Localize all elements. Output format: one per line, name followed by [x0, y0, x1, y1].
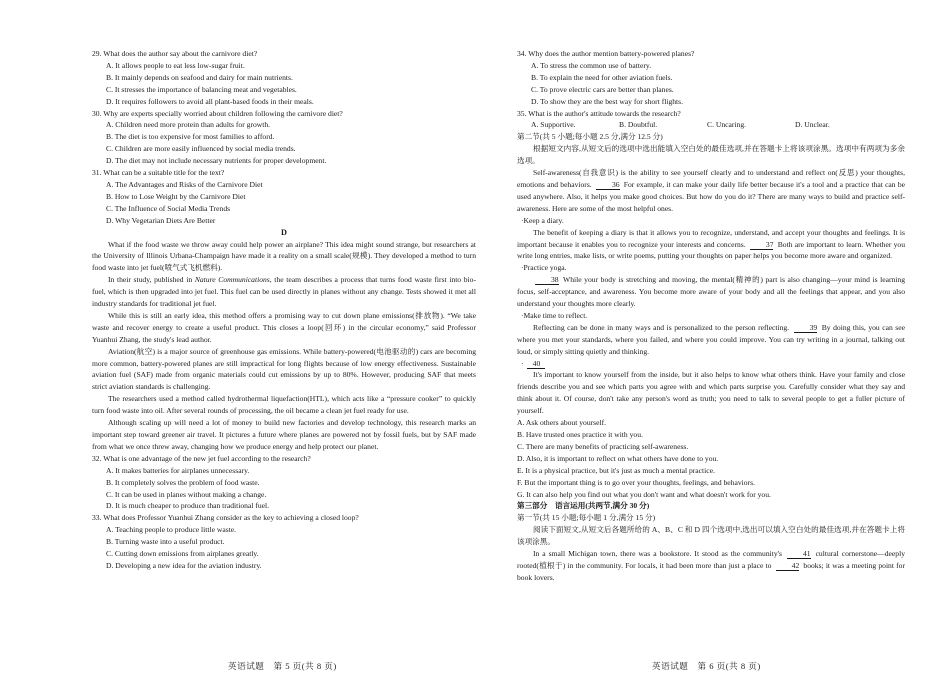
sa-p4-text-a: Reflecting can be done in many ways and is personalized to the person reflecting.: [533, 322, 790, 332]
bullet-dot: ·: [521, 358, 524, 368]
q29-option-c: C. It stresses the importance of balancing meat and vegetables.: [106, 84, 297, 94]
q34-option-c: C. To prove electric cars are better than planes.: [531, 84, 674, 94]
section-2-option-c: C. There are many benefits of practicing self-awareness.: [517, 441, 689, 451]
right-column: [517, 48, 905, 584]
blank-40: 40: [527, 359, 545, 369]
sa-paragraph-1: [517, 167, 905, 215]
cloze-text-c: books; it was a meeting point for book lovers.: [517, 560, 905, 582]
passage-d-paragraph-1: What if the food waste we throw away could help power an airplane? This idea might sound strange, but researchers at the University of Illinois Urbana-Champaign have made it a reality on a small scale(规模). They developed a method to turn food waste into jet fuel(喷气式飞机燃料).: [92, 239, 476, 273]
q34-option-d: D. To show they are the best way for short flights.: [531, 96, 684, 106]
section-2-option-a: A. Ask others about yourself.: [517, 418, 607, 428]
q30-option-b: B. The diet is too expensive for most families to afford.: [106, 132, 275, 142]
sa-p4-text-b: By doing this, you can see where you met your standards, where you failed, and where you could improve. You can try writing in a journal, talking out loud, or simply sitting quietly and thinking.: [517, 322, 905, 356]
q30-option-c: C. Children are more easily influenced by social media trends.: [106, 144, 296, 154]
q35-option-d: D. Unclear.: [795, 120, 830, 130]
sa-paragraph-5: It's important to know yourself from the inside, but it also helps to know what others think. Have your family and close friends describe you and see which parts you agree with and which parts surprise you. Carefully consider what they say and think about it. Of course, don't take any person's word as truth; you need to talk to several people to get a fuller picture of yourself.: [517, 370, 905, 416]
question-29: 29. What does the author say about the carnivore diet?: [92, 49, 258, 58]
section-2-instructions: 根据短文内容,从短文后的选项中选出能填入空白处的最佳选项,并在答题卡上将该项涂黑。选项中有两项为多余选项。: [517, 144, 905, 166]
sa-p3-text: While your body is stretching and moving, the mental(精神的) part is also changing—your mind is learning focus, self-acceptance, and awareness. You become more aware of your body and all the feelings that appear, and you also understand your thoughts more clearly.: [517, 275, 905, 309]
q31-option-d: D. Why Vegetarian Diets Are Better: [106, 215, 216, 225]
q31-option-a: A. The Advantages and Risks of the Carnivore Diet: [106, 179, 263, 189]
sa-paragraph-2: [517, 227, 905, 263]
sa-p2-text-a: The benefit of keeping a diary is that it allows you to recognize, understand, and accept your thoughts and feelings. It is important because it enables you to recognize your interests and concerns.: [517, 227, 905, 249]
blank-37: 37: [750, 240, 774, 250]
q29-option-b: B. It mainly depends on seafood and dairy for main nutrients.: [106, 72, 293, 82]
q33-option-a: A. Teaching people to produce little waste.: [106, 525, 237, 535]
q32-option-b: B. It completely solves the problem of food waste.: [106, 477, 260, 487]
sa-paragraph-4: [517, 322, 905, 358]
passage-d-heading: D: [281, 227, 287, 237]
p2-text-a: In their study, published in: [108, 275, 195, 285]
question-30: 30. Why are experts specially worried about children following the carnivore diet?: [92, 108, 343, 118]
section-2-option-b: B. Have trusted ones practice it with you.: [517, 430, 643, 439]
section-2-option-f: F. But the important thing is to go over your thoughts, feelings, and behaviors.: [517, 477, 755, 487]
part-3-heading: 第三部分 语言运用(共两节,满分 30 分): [517, 501, 650, 511]
q32-option-d: D. It is much cheaper to produce than traditional fuel.: [106, 501, 269, 511]
q34-option-b: B. To explain the need for other aviation fuels.: [531, 72, 673, 82]
passage-d-paragraph-4: Aviation(航空) is a major source of greenhouse gas emissions. While battery-powered(电池驱动的) cars are becoming more common, battery-powered planes are still impractical for long flights because of low energy effectiveness. Sustainable aviation fuel (SAF) made from organic materials could cut emissions by up to 80%. However, producing SAF that meets strict aviation standards is challenging.: [92, 346, 476, 392]
passage-d-paragraph-3: While this is still an early idea, this method offers a promising way to cut down plane emissions(排放物). “We take waste and recover energy to create a useful product. This closes a loop(回环) in the circular economy,” said Professor Yuanhui Zhang, the study's lead author.: [92, 310, 476, 344]
q30-option-d: D. The diet may not include necessary nutrients for proper development.: [106, 156, 327, 166]
page-footer-left: 英语试题 第 5 页(共 8 页): [228, 661, 337, 671]
q31-option-c: C. The Influence of Social Media Trends: [106, 203, 231, 213]
q33-option-c: C. Cutting down emissions from airplanes greatly.: [106, 549, 259, 559]
sa-p1-text-a: Self-awareness(自我意识) is the ability to see yourself clearly and to understand and reflect on(反思) your thoughts, emotions and behaviors.: [517, 168, 905, 189]
heading-keep-diary: ·Keep a diary.: [521, 215, 564, 225]
cloze-text-a: In a small Michigan town, there was a bookstore. It stood as the community's: [533, 549, 782, 559]
cloze-text-b: cultural cornerstone—deeply rooted(植根于) in the community. For locals, it had been more than just a place to: [517, 549, 905, 570]
q32-option-c: C. It can be used in planes without making a change.: [106, 489, 267, 499]
blank-42: 42: [776, 561, 800, 571]
q35-option-a: A. Supportive.: [531, 120, 576, 130]
question-31: 31. What can be a suitable title for the text?: [92, 168, 225, 178]
sa-p2-text-b: Both are important to learn. Whether you write long entries, make lists, or write poems, putting your thoughts on paper helps you become more aware and organized.: [517, 239, 905, 261]
q35-option-c: C. Uncaring.: [707, 120, 747, 130]
q33-option-b: B. Turning waste into a useful product.: [106, 537, 225, 547]
heading-blank-40: [517, 358, 905, 370]
passage-d-paragraph-6: Although scaling up will need a lot of money to build new factories and develop technology, this research marks an important step toward greener air travel. It pictures a future where planes are powered not by fossil fuels, but by SAF made from what we once threw away, changing how we produce energy and help protect our planet.: [92, 418, 476, 451]
question-35: 35. What is the author's attitude towards the research?: [517, 108, 681, 118]
question-32: 32. What is one advantage of the new jet fuel according to the research?: [92, 453, 311, 463]
heading-practice-yoga: ·Practice yoga.: [521, 263, 567, 273]
q35-option-b: B. Doubtful.: [619, 120, 658, 130]
q29-option-a: A. It allows people to eat less low-sugar fruit.: [106, 60, 245, 70]
q35-options: [531, 119, 905, 131]
passage-d-paragraph-5: The researchers used a method called hydrothermal liquefaction(HTL), which acts like a “pressure cooker” to quickly turn food waste into oil. After several rounds of processing, the oil became a clean jet fuel ready for use.: [92, 394, 476, 416]
section-2-option-d: D. Also, it is important to reflect on what others have done to you.: [517, 453, 719, 463]
section-2-heading: 第二节(共 5 小题;每小题 2.5 分,满分 12.5 分): [517, 132, 663, 142]
q31-option-b: B. How to Lose Weight by the Carnivore Diet: [106, 191, 246, 201]
q30-option-a: A. Children need more protein than adults for growth.: [106, 120, 271, 130]
left-column: [92, 48, 476, 572]
blank-39: 39: [794, 323, 818, 333]
section-1-heading: 第一节(共 15 小题;每小题 1 分,满分 15 分): [517, 513, 656, 523]
sa-paragraph-3: [517, 274, 905, 310]
q29-option-d: D. It requires followers to avoid all plant-based foods in their meals.: [106, 96, 314, 106]
page-footer-right: 英语试题 第 6 页(共 8 页): [652, 661, 761, 671]
sa-p1-text-b: For example, it can make your daily life better because it's a tool and a practice that can be used anywhere. Also, it helps you make good choices. But how do you do it? There are many ways to build and practice self-awareness. Here are some of the most helpful ones.: [517, 179, 905, 213]
blank-41: 41: [787, 549, 811, 559]
q33-option-d: D. Developing a new idea for the aviation industry.: [106, 560, 262, 570]
p2-text-b: , the team describes a process that turns food waste first into bio-fuel, which is then upgraded into jet fuel. This fuel can be used directly in planes without any change. Tests showed it met all industry standards for traditional jet fuel.: [92, 275, 476, 309]
q34-option-a: A. To stress the common use of battery.: [531, 60, 652, 70]
section-2-option-g: G. It can also help you find out what you don't want and what doesn't work for you.: [517, 489, 771, 499]
passage-d-paragraph-2: [92, 274, 476, 310]
section-2-option-e: E. It is a physical practice, but it's just as much a mental practice.: [517, 465, 715, 475]
question-33: 33. What does Professor Yuanhui Zhang consider as the key to achieving a closed loop?: [92, 513, 359, 523]
section-1-instructions: 阅读下面短文,从短文后各题所给的 A、B、C 和 D 四个选项中,选出可以填入空白处的最佳选项,并在答题卡上将该项涂黑。: [517, 525, 905, 547]
cloze-paragraph-1: [517, 548, 905, 584]
q32-option-a: A. It makes batteries for airplanes unnecessary.: [106, 465, 250, 475]
heading-make-time: ·Make time to reflect.: [521, 310, 588, 320]
blank-36: 36: [596, 180, 620, 190]
journal-title: Nature Communications: [194, 275, 270, 285]
question-34: 34. Why does the author mention battery-powered planes?: [517, 49, 695, 58]
blank-38: 38: [535, 275, 559, 285]
